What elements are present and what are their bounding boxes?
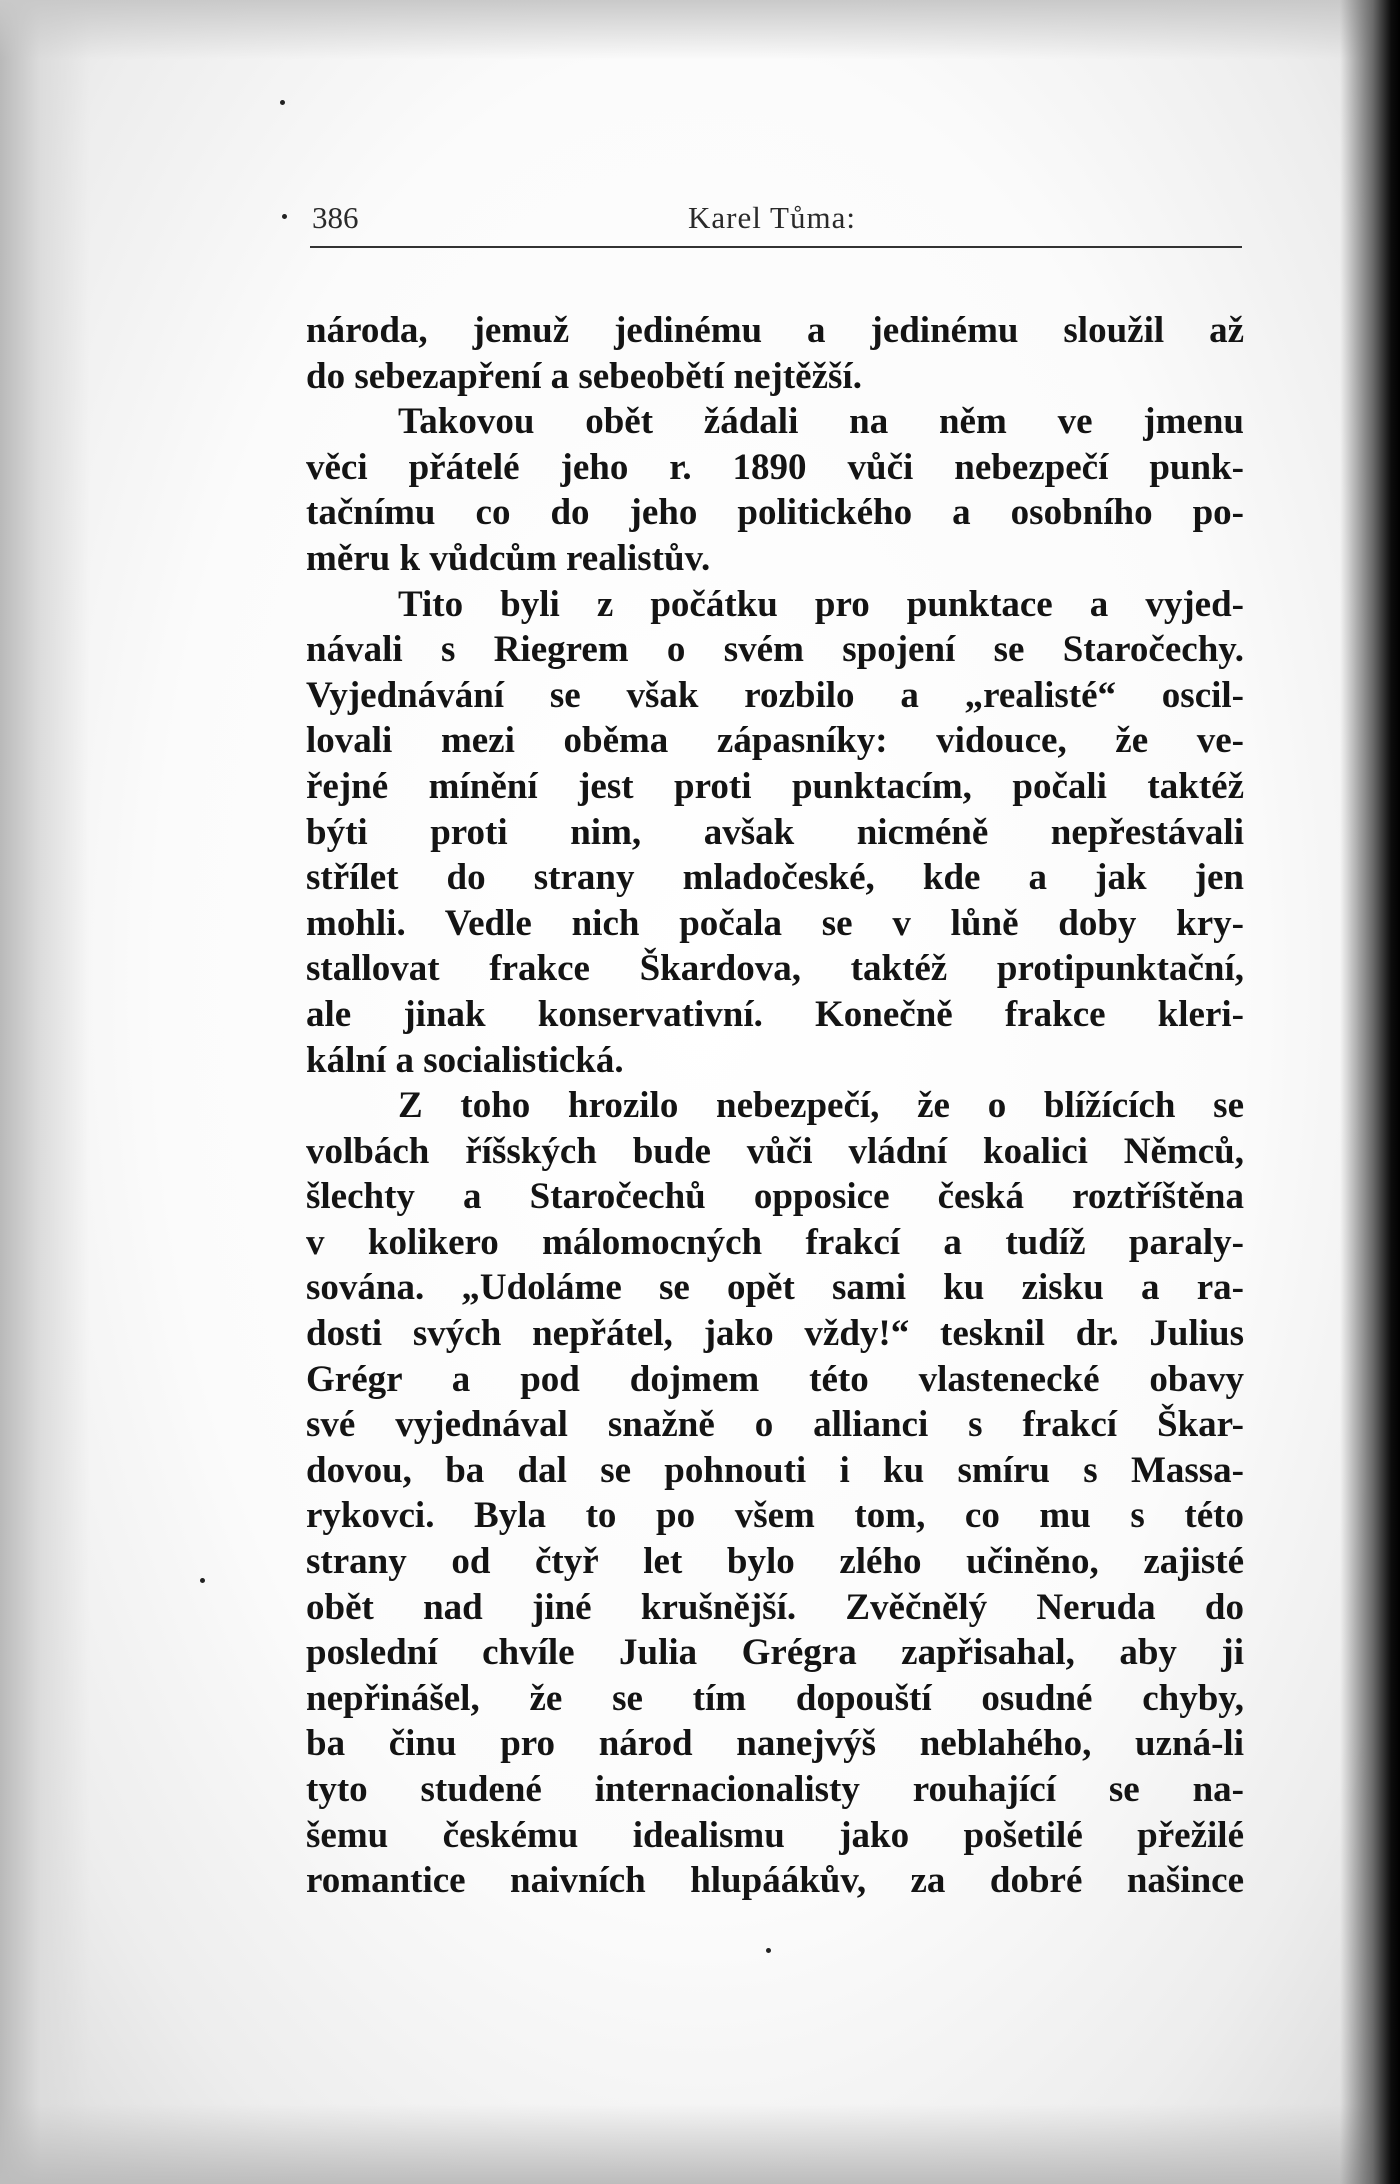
text-line: dovou, ba dal se pohnouti i ku smíru s Massa-	[306, 1449, 1244, 1491]
text-line: ale jinak konservativní. Konečně frakce kleri-	[306, 993, 1244, 1035]
text-line: návali s Riegrem o svém spojení se Staročechy.	[306, 629, 1244, 671]
text-line: rykovci. Byla to po všem tom, co mu s této	[306, 1495, 1244, 1537]
text-line: romantice naivních hlupáákův, za dobré našince	[306, 1860, 1244, 1902]
speck-mark	[282, 214, 287, 219]
page-shadow-left	[0, 0, 90, 2184]
speck-mark	[200, 1578, 205, 1583]
text-line: Z toho hrozilo nebezpečí, že o blížících se	[398, 1085, 1244, 1127]
text-line: měru k vůdcům realistův.	[306, 537, 711, 579]
text-line: dosti svých nepřátel, jako vždy!“ tesknil dr. Julius	[306, 1313, 1244, 1355]
text-line: lovali mezi oběma zápasníky: vidouce, že ve-	[306, 720, 1244, 762]
text-line: tyto studené internacionalisty rouhající se na-	[306, 1769, 1244, 1810]
body-text	[306, 308, 1244, 1904]
text-line: v kolikero málomocných frakcí a tudíž paraly-	[306, 1221, 1244, 1263]
text-line: šlechty a Staročechů opposice česká roztříštěna	[306, 1176, 1244, 1218]
text-line: věci přátelé jeho r. 1890 vůči nebezpečí punk-	[306, 446, 1244, 488]
text-line: Tito byli z počátku pro punktace a vyjed-	[398, 583, 1244, 625]
page-shadow-top	[0, 0, 1400, 60]
page-number: 386	[312, 200, 359, 235]
text-line: stallovat frakce Škardova, taktéž protipunktační,	[306, 948, 1244, 990]
text-line: volbách říšských bude vůči vládní koalici Němců,	[306, 1130, 1244, 1172]
page-header	[312, 200, 1242, 244]
text-line: šemu českému idealismu jako pošetilé přežilé	[306, 1814, 1244, 1856]
speck-mark	[766, 1948, 771, 1953]
header-rule	[310, 246, 1242, 248]
text-line: nepřinášel, že se tím dopouští osudné chyby,	[306, 1677, 1244, 1719]
text-line: Vyjednávání se však rozbilo a „realisté“ oscil-	[306, 674, 1244, 716]
text-line: mohli. Vedle nich počala se v lůně doby kry-	[306, 902, 1244, 944]
text-line: ba činu pro národ nanejvýš neblahého, uzná-li	[306, 1723, 1244, 1765]
text-line: obět nad jiné krušnější. Zvěčnělý Neruda do	[306, 1586, 1244, 1628]
running-head: Karel Tůma:	[688, 200, 856, 235]
speck-mark	[280, 100, 285, 105]
text-line: národa, jemuž jedinému a jedinému sloužil až	[306, 310, 1244, 351]
text-line: Grégr a pod dojmem této vlastenecké obavy	[306, 1358, 1244, 1400]
text-line: sována. „Udoláme se opět sami ku zisku a ra-	[306, 1267, 1244, 1309]
text-line: poslední chvíle Julia Grégra zapřisahal, aby ji	[306, 1632, 1244, 1674]
text-line: býti proti nim, avšak nicméně nepřestávali	[306, 811, 1244, 853]
text-line: do sebezapření a sebeobětí nejtěžší.	[306, 355, 862, 397]
text-line: střílet do strany mladočeské, kde a jak jen	[306, 857, 1244, 899]
text-line: kální a socialistická.	[306, 1039, 624, 1081]
page-shadow-bottom	[0, 2104, 1400, 2184]
book-edge-right	[1340, 0, 1400, 2184]
text-line: tačnímu co do jeho politického a osobního po-	[306, 492, 1244, 534]
text-line: strany od čtyř let bylo zlého učiněno, zajisté	[306, 1541, 1244, 1583]
text-line: Takovou obět žádali na něm ve jmenu	[398, 401, 1244, 443]
text-line: své vyjednával snažně o allianci s frakcí Škar-	[306, 1404, 1244, 1446]
text-line: řejné mínění jest proti punktacím, počali taktéž	[306, 765, 1244, 807]
